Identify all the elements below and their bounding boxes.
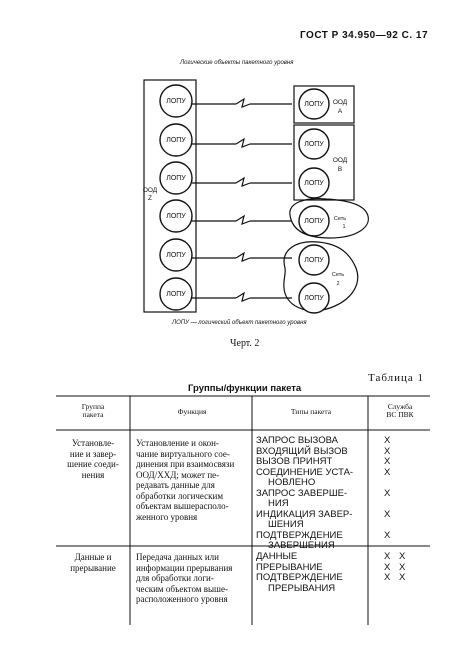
- node-label: ЛОПУ: [304, 141, 324, 148]
- row2-function: Передача данных или информации прерывания для обработки логи- ческим объектом выше- расположенного уровня: [136, 552, 233, 604]
- diagram-title: Логические объекты пакетного уровня: [180, 60, 294, 66]
- diagram-legend: ЛОПУ — логический объект пакетного уровня: [172, 320, 307, 326]
- ood-z-label: Z: [148, 195, 152, 202]
- node-label: ЛОПУ: [166, 213, 186, 220]
- ood-b-label: ООД: [332, 157, 348, 164]
- header-types: Типы пакета: [290, 407, 332, 416]
- ood-b-label: B: [337, 166, 343, 173]
- network-1-label: Сеть: [333, 216, 347, 222]
- figure-caption: Черт. 2: [230, 338, 260, 349]
- ood-z-label: ООД: [142, 187, 158, 194]
- page-header: ГОСТ Р 34.950—92 С. 17: [300, 30, 429, 41]
- node-label: ЛОПУ: [304, 295, 324, 302]
- node-label: ЛОПУ: [166, 175, 186, 182]
- table-number: Таблица 1: [368, 372, 425, 384]
- header-service: Служба ВС ПВК: [386, 402, 414, 419]
- row2-group: Данные и прерывание: [70, 552, 116, 573]
- network-1-label: 1: [342, 224, 346, 230]
- node-label: ЛОПУ: [304, 101, 324, 108]
- row1-types: ЗАПРОС ВЫЗОВА ВХОДЯЩИЙ ВЫЗОВ ВЫЗОВ ПРИНЯТ СОЕДИНЕНИЕ УСТА- НОВЛЕНО ЗАПРОС ЗАВЕРШЕ- НИЯ ИНДИКАЦИЯ ЗАВЕР- ШЕНИЯ ПОДТВЕРЖДЕНИЕ ЗАВЕРШЕНИЯ: [256, 435, 354, 551]
- node-label: ЛОПУ: [304, 218, 324, 225]
- row1-function: Установление и окон- чание виртуального сое- динения при взаимосвязи ООД/ХХД; может пе- редавать данные для обработки логическим объектам вышерасполо- женного уровня: [136, 438, 235, 522]
- ood-a-label: ООД: [332, 99, 348, 106]
- row2-types: ДАННЫЕ ПРЕРЫВАНИЕ ПОДТВЕРЖДЕНИЕ ПРЕРЫВАНИЯ: [256, 551, 343, 594]
- network-2-label: Сеть: [331, 272, 345, 278]
- node-label: ЛОПУ: [304, 257, 324, 264]
- header-group: Группа пакета: [81, 402, 105, 419]
- table-title: Группы/функции пакета: [188, 383, 302, 394]
- ood-a-label: A: [337, 108, 343, 115]
- row2-service: X X X X X X: [384, 551, 406, 583]
- header-function: Функция: [177, 407, 207, 416]
- row1-group: Установле- ние и завер- шение соеди- нения: [67, 438, 119, 480]
- node-label: ЛОПУ: [166, 98, 186, 105]
- row1-service: X X X X X X X: [384, 435, 391, 541]
- node-label: ЛОПУ: [166, 291, 186, 298]
- node-label: ЛОПУ: [166, 137, 186, 144]
- network-2-label: 2: [336, 281, 340, 287]
- node-label: ЛОПУ: [166, 252, 186, 259]
- node-label: ЛОПУ: [304, 180, 324, 187]
